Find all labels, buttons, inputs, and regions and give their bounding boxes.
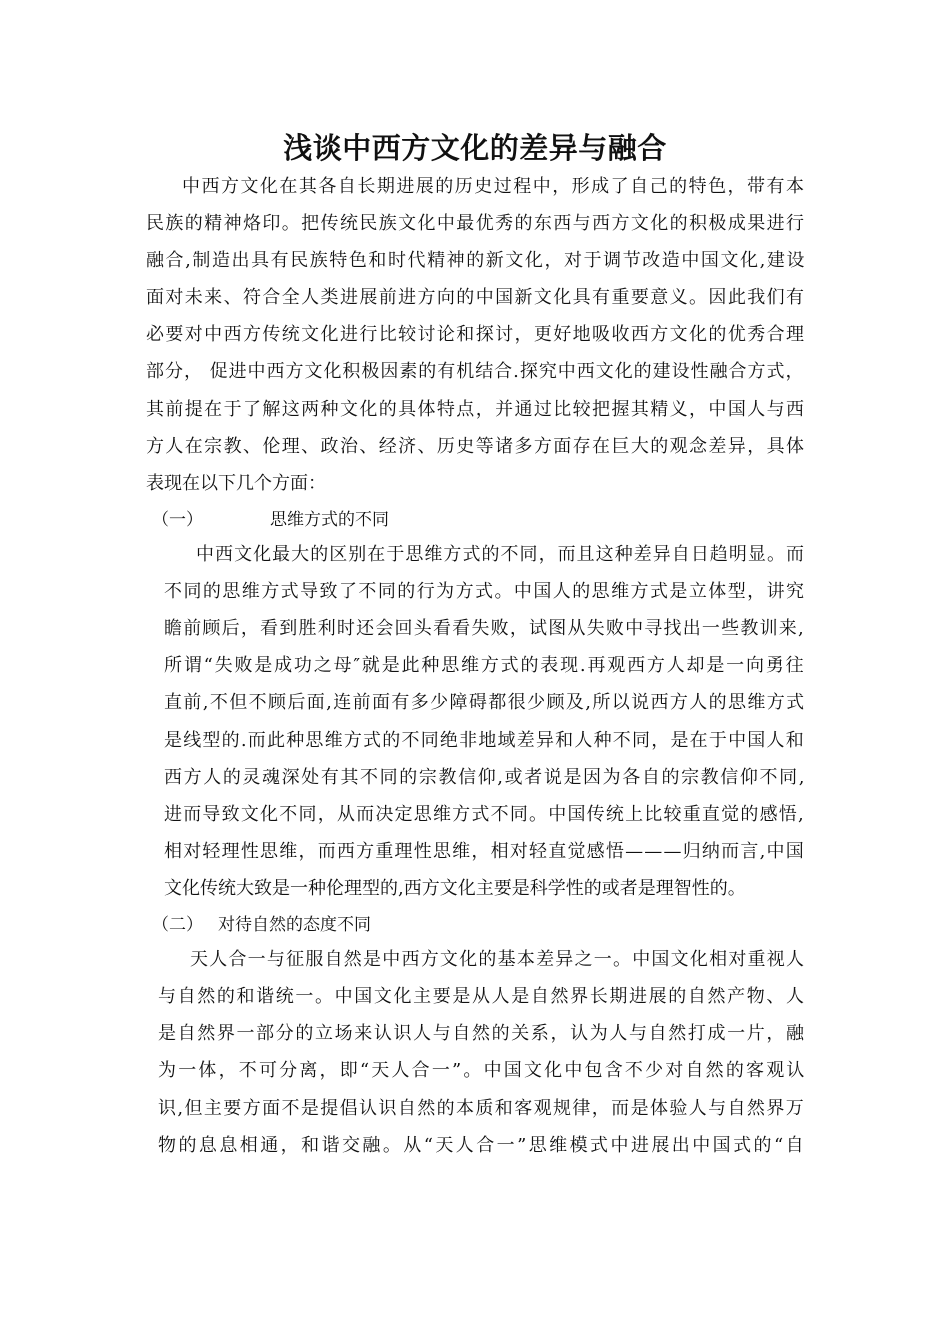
document-title: 浅谈中西方文化的差异与融合 xyxy=(283,131,667,165)
text-line: 中西文化最大的区别在于思维方式的不同，而且这种差异自日趋明显。而 xyxy=(196,544,806,565)
text-line: 融合,制造出具有民族特色和时代精神的新文化，对于调节改造中国文化,建设 xyxy=(146,250,807,271)
text-line: 其前提在于了解这两种文化的具体特点，并通过比较把握其精义，中国人与西 xyxy=(146,399,806,420)
text-line: 物的息息相通，和谐交融。从“天人合一”思维模式中进展出中国式的“自 xyxy=(158,1135,807,1156)
text-line: 不同的思维方式导致了不同的行为方式。中国人的思维方式是立体型，讲究 xyxy=(164,581,806,602)
text-line: 是自然界一部分的立场来认识人与自然的关系，认为人与自然打成一片，融 xyxy=(158,1023,806,1044)
text-line: 西方人的灵魂深处有其不同的宗教信仰,或者说是因为各自的宗教信仰不同, xyxy=(164,767,807,788)
text-line: 相对轻理性思维，而西方重理性思维，相对轻直觉感悟———归纳而言,中国 xyxy=(164,841,805,862)
text-line: 表现在以下几个方面： xyxy=(146,473,326,494)
text-line: 方人在宗教、伦理、政治、经济、历史等诸多方面存在巨大的观念差异，具体 xyxy=(146,436,806,457)
section-number: （二） xyxy=(152,915,203,935)
text-line: 识,但主要方面不是提倡认识自然的本质和客观规律，而是体验人与自然界万 xyxy=(158,1098,806,1119)
text-line: 天人合一与征服自然是中西方文化的基本差异之一。中国文化相对重视人 xyxy=(190,949,806,970)
text-line: 面对未来、符合全人类进展前进方向的中国新文化具有重要意义。因此我们有 xyxy=(146,287,806,308)
text-line: 为一体，不可分离，即“天人合一”。中国文化中包含不少对自然的客观认 xyxy=(158,1060,807,1081)
text-line: 文化传统大致是一种伦理型的,西方文化主要是科学性的或者是理智性的。 xyxy=(164,878,746,899)
text-line: 进而导致文化不同，从而决定思维方式不同。中国传统上比较重直觉的感悟, xyxy=(164,804,805,825)
text-line: 中西方文化在其各自长期进展的历史过程中，形成了自己的特色，带有本 xyxy=(182,176,806,197)
text-line: 是线型的.而此种思维方式的不同绝非地域差异和人种不同，是在于中国人和 xyxy=(164,730,805,751)
text-line: 与自然的和谐统一。中国文化主要是从人是自然界长期进展的自然产物、人 xyxy=(158,986,806,1007)
text-line: 所谓“失败是成功之母″就是此种思维方式的表现.再观西方人却是一向勇往 xyxy=(164,655,806,676)
text-line: 民族的精神烙印。把传统民族文化中最优秀的东西与西方文化的积极成果进行 xyxy=(146,213,806,234)
text-line: 部分， 促进中西方文化积极因素的有机结合.探究中西文化的建设性融合方式， xyxy=(146,361,805,382)
text-line: 直前,不但不顾后面,连前面有多少障碍都很少顾及,所以说西方人的思维方式 xyxy=(164,692,806,713)
section-heading: 对待自然的态度不同 xyxy=(218,915,371,935)
section-number: （一） xyxy=(152,510,203,530)
text-line: 瞻前顾后，看到胜利时还会回头看看失败，试图从失败中寻找出一些教训来, xyxy=(164,618,805,639)
section-heading: 思维方式的不同 xyxy=(270,510,389,530)
text-line: 必要对中西方传统文化进行比较讨论和探讨，更好地吸收西方文化的优秀合理 xyxy=(146,324,806,345)
